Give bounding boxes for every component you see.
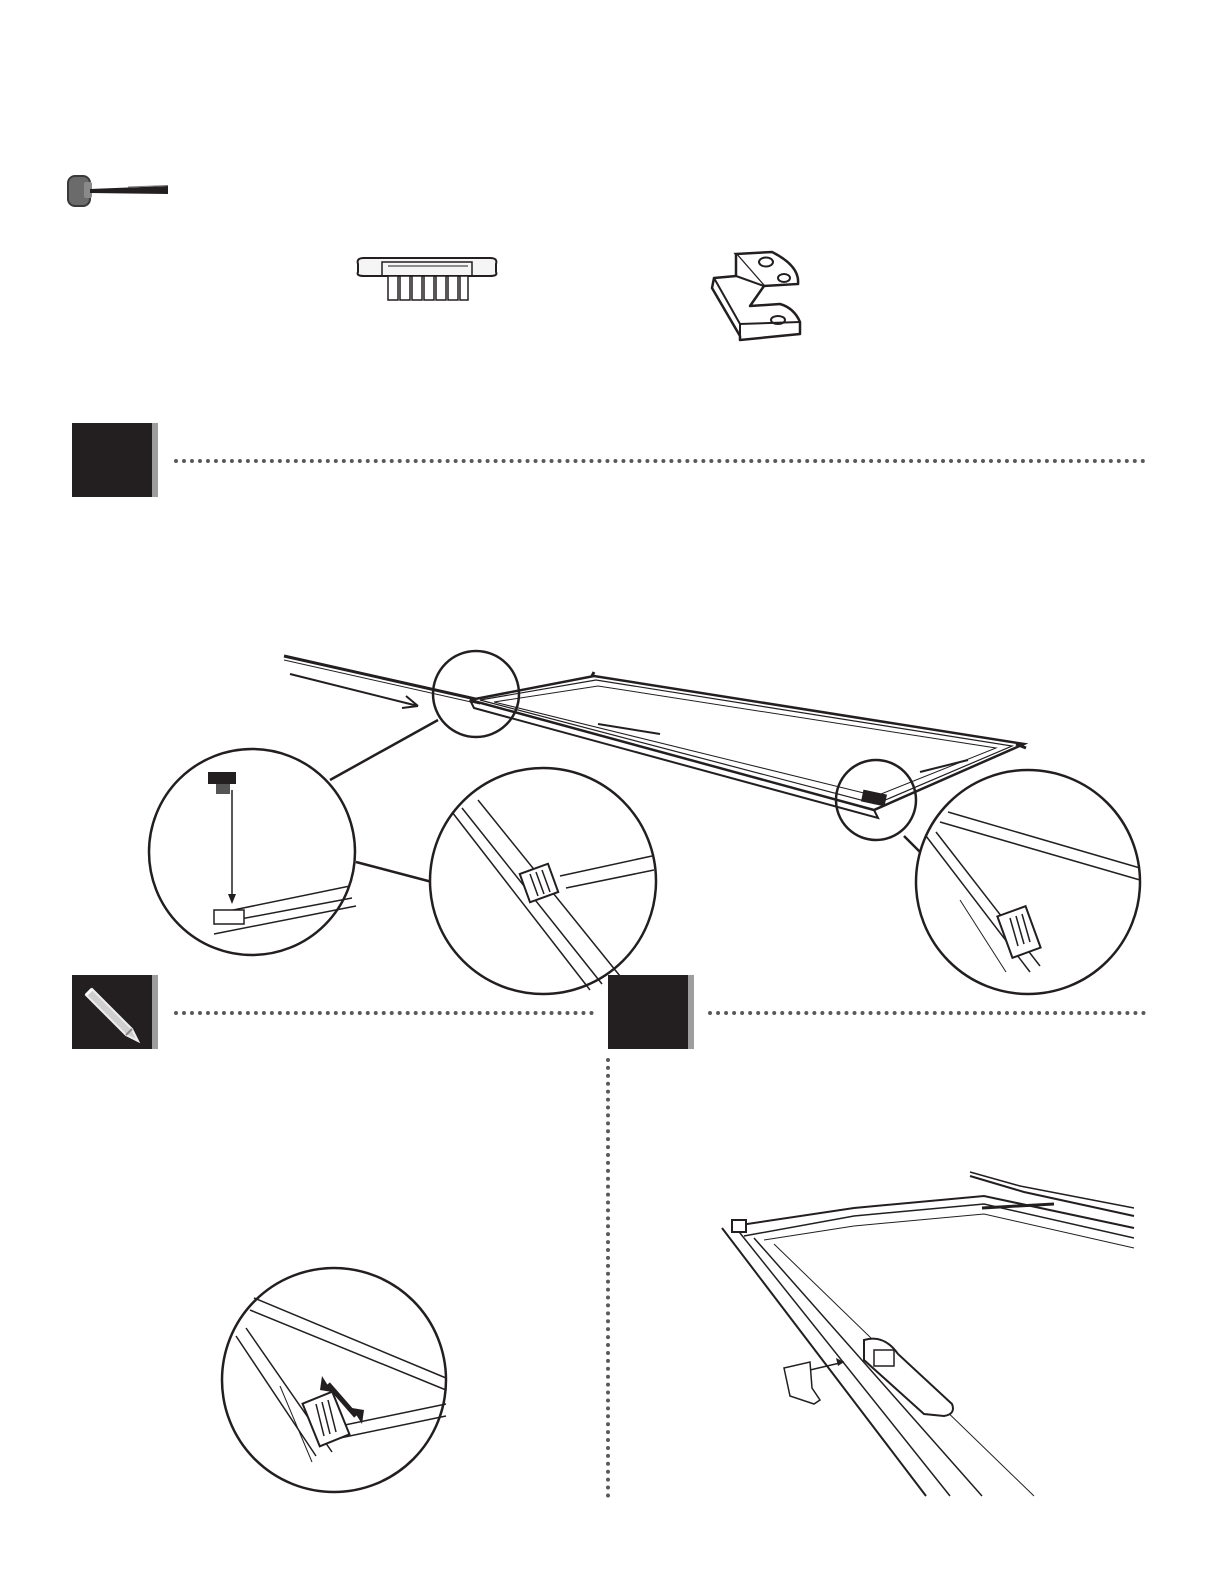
column-separator [606,1058,610,1498]
tip-badge [72,975,152,1049]
step-a-badge [72,423,152,497]
rubber-mallet-icon [68,172,172,208]
step-b-badge [608,975,688,1049]
tip-detail-illustration [220,1266,450,1496]
pencil-marker-icon [78,979,148,1045]
step-b-divider [708,1011,1146,1015]
tip-divider [174,1011,594,1015]
z-bracket-icon [700,248,812,342]
step-a-divider [174,459,1146,463]
step-b-frame-illustration [714,1164,1138,1500]
step-a-panel-illustration [0,600,1224,1000]
connector-clip-icon [354,254,500,306]
